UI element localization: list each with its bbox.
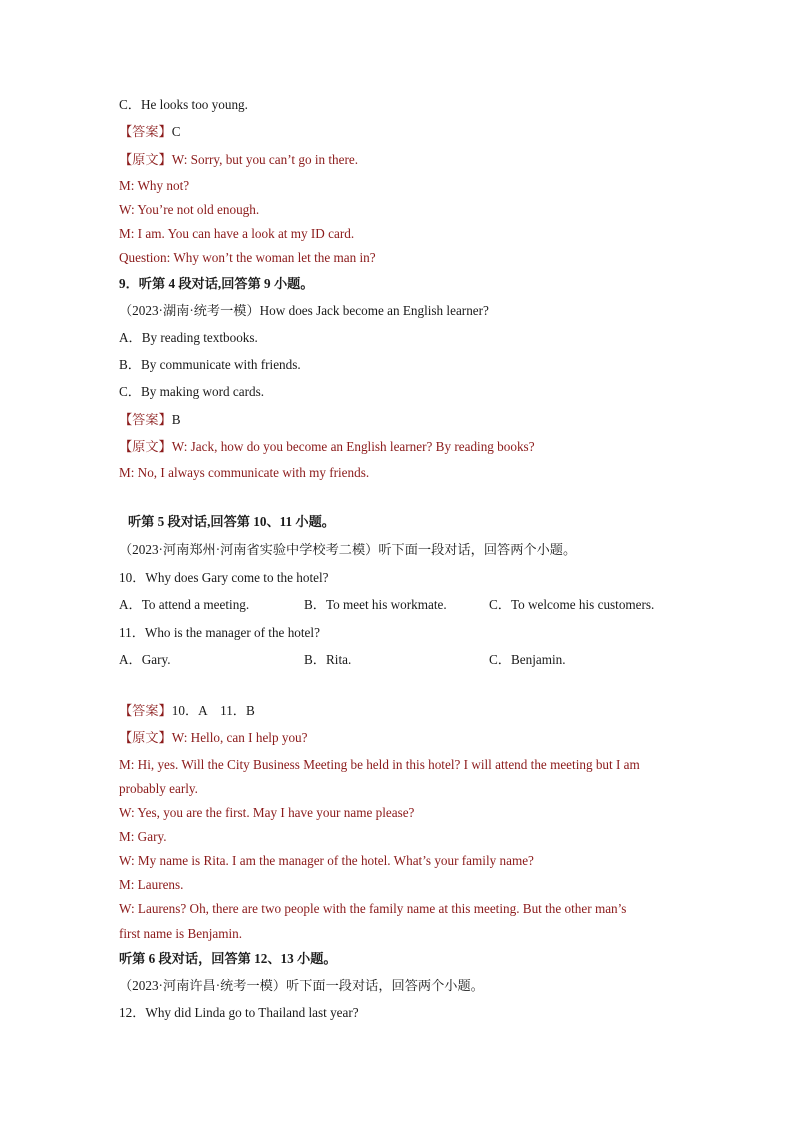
transcript-q10-line7: W: Laurens? Oh, there are two people with the family name at this meeting. But the other man’s [119,901,627,916]
transcript-q10-line5: W: My name is Rita. I am the manager of the hotel. What’s your family name? [119,853,534,868]
option-a-q10: A．To attend a meeting. [119,597,250,612]
option-c-q9: C．By making word cards. [119,384,265,399]
transcript-q8-line3: W: You’re not old enough. [119,202,260,217]
transcript-q10-line6: M: Laurens. [119,877,184,892]
option-a-q11: A．Gary. [119,652,171,667]
answer-label: 【答案】 [119,124,172,139]
transcript-q8-line2: M: Why not? [119,178,190,193]
transcript-q10-line2-cont: probably early. [119,781,198,796]
question-q11: 11．Who is the manager of the hotel? [119,625,320,640]
question-q10: 10．Why does Gary come to the hotel? [119,570,329,585]
transcript-text: W: Sorry, but you can’t go in there. [171,152,359,167]
transcript-text: W: Jack, how do you become an English learner? By reading books? [171,439,535,454]
answer-value: B [171,412,181,427]
transcript-q10-line1 [119,730,307,746]
transcript-q10-line2: M: Hi, yes. Will the City Business Meeting be held in this hotel? I will attend the meeting but I am [119,757,640,772]
option-b-q9: B．By communicate with friends. [119,357,301,372]
transcript-label: 【原文】 [119,439,172,454]
transcript-q8-line4: M: I am. You can have a look at my ID card. [119,226,355,241]
transcript-q10-line3: W: Yes, you are the first. May I have your name please? [119,805,415,820]
transcript-q9-line1 [119,439,535,455]
transcript-label: 【原文】 [119,730,172,745]
answer-q10-11 [119,703,255,719]
question-q9: （2023·湖南·统考一模）How does Jack become an English learner? [119,303,489,318]
source-q10-11: （2023·河南郑州·河南省实验中学校考二模）听下面一段对话，回答两个小题。 [119,542,577,557]
option-b-q11: B．Rita. [304,652,352,667]
transcript-text: W: Hello, can I help you? [171,730,308,745]
option-c-q11: C．Benjamin. [489,652,566,667]
section-heading-q10-11: 听第 5 段对话,回答第 10、11 小题。 [128,514,335,529]
transcript-q8-question: Question: Why won’t the woman let the man in? [119,250,376,265]
transcript-q10-line7-cont: first name is Benjamin. [119,926,243,941]
section-heading-q9: 9．听第 4 段对话,回答第 9 小题。 [119,276,314,291]
answer-value: 10．A 11．B [171,703,255,718]
answer-q8 [119,124,181,140]
option-a-q9: A．By reading textbooks. [119,330,258,345]
answer-value: C [171,124,181,139]
transcript-q8-line1 [119,152,358,168]
transcript-q9-line2: M: No, I always communicate with my friends. [119,465,370,480]
transcript-q10-line4: M: Gary. [119,829,167,844]
option-c-q8: C．He looks too young. [119,97,248,112]
option-c-q10: C．To welcome his customers. [489,597,655,612]
source-q12-13: （2023·河南许昌·统考一模）听下面一段对话，回答两个小题。 [119,978,484,993]
answer-label: 【答案】 [119,703,172,718]
section-heading-q12-13: 听第 6 段对话，回答第 12、13 小题。 [119,951,337,966]
answer-label: 【答案】 [119,412,172,427]
option-b-q10: B．To meet his workmate. [304,597,447,612]
transcript-label: 【原文】 [119,152,172,167]
answer-q9 [119,412,181,428]
question-q12: 12．Why did Linda go to Thailand last year? [119,1005,359,1020]
